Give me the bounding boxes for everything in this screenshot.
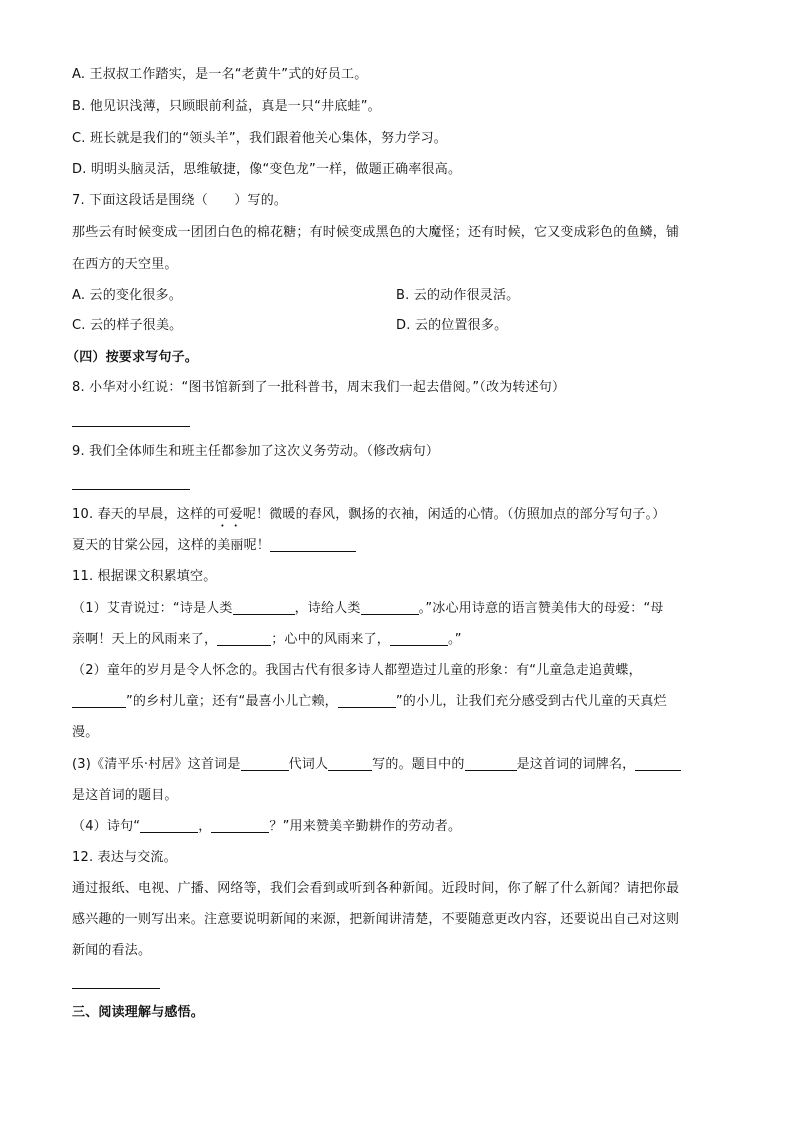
q11-blank-11[interactable] xyxy=(140,818,198,833)
q11-p2-c: ”的小儿，让我们充分感受到古代儿童的天真烂 xyxy=(395,694,667,709)
q11-blank-4[interactable] xyxy=(390,631,448,646)
q11-blank-7[interactable] xyxy=(241,756,289,771)
q8-answer-line[interactable] xyxy=(72,426,190,427)
q10-line2 xyxy=(72,537,356,555)
q7-passage-line1: 那些云有时候变成一团团白色的棉花糖；有时候变成黑色的大魔怪；还有时候，它又变成彩色的鱼鳞，铺 xyxy=(72,225,680,240)
q10-post: 呢！微暖的春风，飘扬的衣袖，闲适的心情。（仿照加点的部分写句子。） xyxy=(242,507,666,522)
q11-p2-line3: 漫。 xyxy=(72,725,99,740)
q6-option-c: C. 班长就是我们的“领头羊”，我们跟着他关心集体，努力学习。 xyxy=(72,131,448,146)
q11-p1-c: 。”冰心用诗意的语言赞美伟大的母爱：“母 xyxy=(418,601,664,616)
q12-line2: 感兴趣的一则写出来。注意要说明新闻的来源，把新闻讲清楚，不要随意更改内容，还要说出自己对这则 xyxy=(72,912,680,927)
q11-p1-a: （1）艾青说过：“诗是人类 xyxy=(72,601,233,616)
q11-p4-b: ， xyxy=(198,819,212,834)
q11-p4-a: （4）诗句“ xyxy=(72,819,141,834)
q11-blank-1[interactable] xyxy=(233,600,295,615)
q7-question: 7. 下面这段话是围绕（ ）写的。 xyxy=(72,193,288,208)
q11-p1-d: 亲啊！天上的风雨来了， xyxy=(72,632,218,647)
q10-text xyxy=(72,506,665,530)
q11-p1-line1 xyxy=(72,600,664,618)
q10-pre: 10. 春天的早晨，这样的 xyxy=(72,507,217,522)
q12-line3: 新闻的看法。 xyxy=(72,943,152,958)
q11-blank-12[interactable] xyxy=(211,818,269,833)
q11-blank-9[interactable] xyxy=(465,756,517,771)
q11-p2-line2 xyxy=(72,693,667,711)
q11-title: 11. 根据课文积累填空。 xyxy=(72,569,217,584)
q6-option-d: D. 明明头脑灵活，思维敏捷，像“变色龙”一样，做题正确率很高。 xyxy=(72,162,462,177)
q11-p2-b: ”的乡村儿童；还有“最喜小儿亡赖， xyxy=(126,694,338,709)
q7-passage-line2: 在西方的天空里。 xyxy=(72,257,178,272)
q11-p1-e: ；心中的风雨来了， xyxy=(271,632,391,647)
q11-p3-c: 写的。题目中的 xyxy=(372,757,465,772)
q11-p3-line2: 是这首词的题目。 xyxy=(72,788,178,803)
q7-option-a: A. 云的变化很多。 xyxy=(72,288,182,303)
q11-blank-8[interactable] xyxy=(328,756,372,771)
q7-option-d: D. 云的位置很多。 xyxy=(396,318,508,333)
q11-p2-line1: （2）童年的岁月是令人怀念的。我国古代有很多诗人都塑造过儿童的形象：有“儿童急走追黄蝶， xyxy=(72,663,642,678)
q9-text: 9. 我们全体师生和班主任都参加了这次义务劳动。（修改病句） xyxy=(72,444,440,459)
q7-option-b: B. 云的动作很灵活。 xyxy=(396,288,520,303)
q11-blank-5[interactable] xyxy=(72,693,126,708)
q10-answer-blank[interactable] xyxy=(270,537,356,552)
section3-heading: 三、阅读理解与感悟。 xyxy=(72,1005,205,1020)
q10-dotted-word: 可爱 xyxy=(216,507,243,522)
q10-line2-text: 夏天的甘棠公园，这样的美丽呢！ xyxy=(72,538,271,553)
q12-title: 12. 表达与交流。 xyxy=(72,850,177,865)
q11-blank-3[interactable] xyxy=(217,631,271,646)
q11-p4-c: ？”用来赞美辛勤耕作的劳动者。 xyxy=(269,819,462,834)
q11-p1-b: ，诗给人类 xyxy=(294,601,361,616)
q12-answer-line[interactable] xyxy=(72,988,160,989)
q9-answer-line[interactable] xyxy=(72,489,190,490)
q6-option-a: A. 王叔叔工作踏实，是一名“老黄牛”式的好员工。 xyxy=(72,67,368,82)
q11-p4-line xyxy=(72,818,461,836)
q11-blank-10[interactable] xyxy=(635,756,681,771)
q11-blank-6[interactable] xyxy=(338,693,396,708)
q6-option-b: B. 他见识浅薄，只顾眼前利益，真是一只“井底蛙”。 xyxy=(72,99,381,114)
q11-p3-a: (3)《清平乐·村居》这首词是 xyxy=(72,757,241,772)
q11-p3-line1 xyxy=(72,756,681,774)
q11-p1-line2 xyxy=(72,631,462,649)
q7-option-c: C. 云的样子很美。 xyxy=(72,318,183,333)
q12-line1: 通过报纸、电视、广播、网络等，我们会看到或听到各种新闻。近段时间，你了解了什么新闻？请把你最 xyxy=(72,881,680,896)
q11-p3-b: 代词人 xyxy=(288,757,329,772)
q11-blank-2[interactable] xyxy=(361,600,419,615)
q11-p3-d: 是这首词的词牌名， xyxy=(516,757,636,772)
section4-heading: （四）按要求写句子。 xyxy=(66,350,199,365)
q8-text: 8. 小华对小红说：“图书馆新到了一批科普书，周末我们一起去借阅。”（改为转述句） xyxy=(72,380,566,395)
q11-p1-f: 。” xyxy=(448,632,462,647)
